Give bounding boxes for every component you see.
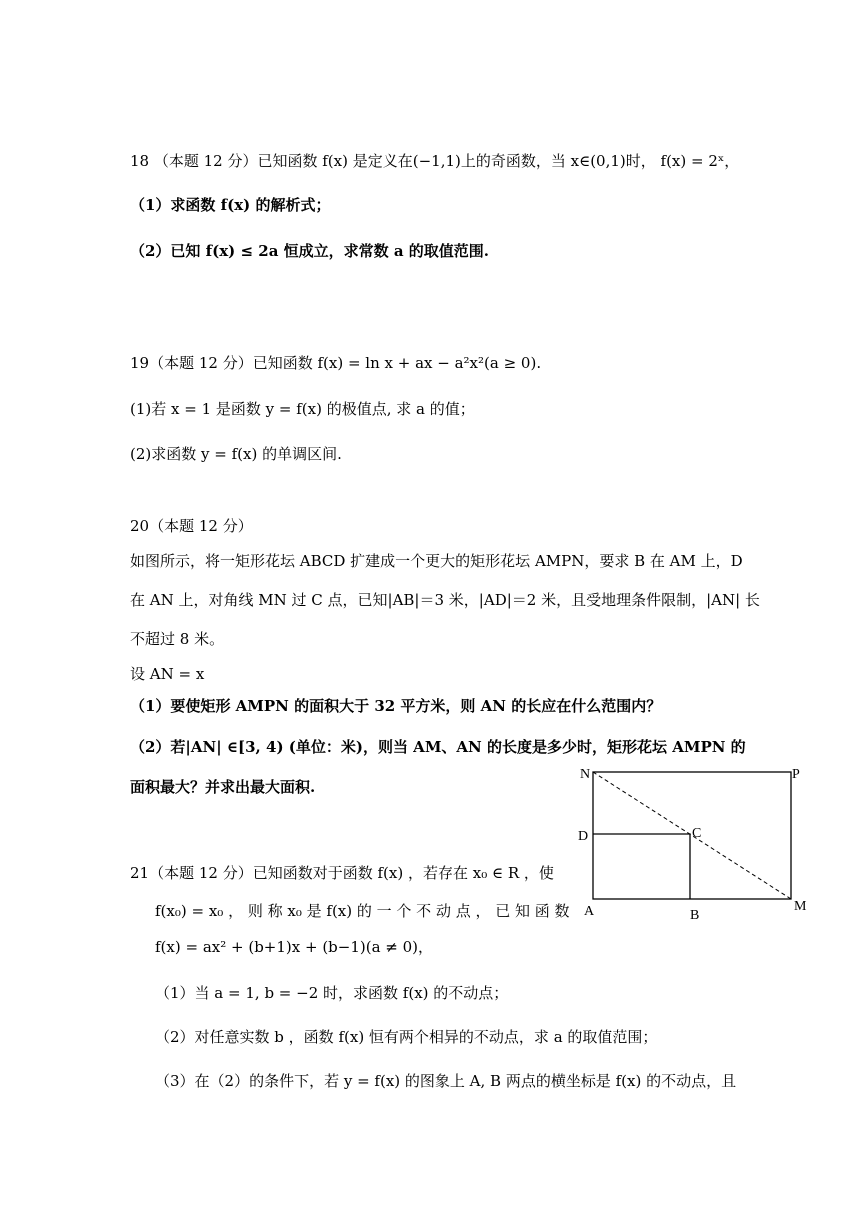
q21-line2: f(x₀) = x₀ ， 则 称 x₀ 是 f(x) 的 一 个 不 动 点 ， 已 知 函 数 bbox=[155, 902, 570, 920]
q21-part-1: （1）当 a = 1, b = −2 时，求函数 f(x) 的不动点； bbox=[155, 984, 509, 1002]
q18-line2: （1）求函数 f(x) 的解析式； bbox=[130, 196, 331, 214]
label-b: B bbox=[690, 908, 700, 920]
label-n: N bbox=[580, 767, 591, 782]
q20-paragraph-3: 不超过 8 米。 bbox=[130, 630, 225, 648]
q19-line2: (1)若 x = 1 是函数 y = f(x) 的极值点, 求 a 的值； bbox=[130, 400, 475, 418]
label-c: C bbox=[692, 826, 702, 841]
q19-line3: (2)求函数 y = f(x) 的单调区间. bbox=[130, 445, 342, 463]
label-m: M bbox=[794, 899, 807, 914]
q19-line1: 19（本题 12 分）已知函数 f(x) = ln x + ax − a²x²(a ≥ 0). bbox=[130, 354, 542, 372]
rectangle-diagram bbox=[560, 760, 820, 920]
rectangle-abcd bbox=[593, 834, 690, 899]
q18-line1: 18 （本题 12 分）已知函数 f(x) 是定义在(−1,1)上的奇函数，当 x∈(0,1)时， f(x) = 2ˣ， bbox=[130, 152, 740, 170]
q20-part-2-cont: 面积最大？并求出最大面积. bbox=[130, 778, 316, 796]
q20-paragraph-2: 在 AN 上，对角线 MN 过 C 点，已知|AB|＝3 米，|AD|＝2 米，且受地理条件限制，|AN| 长 bbox=[130, 591, 760, 609]
q20-paragraph-1: 如图所示，将一矩形花坛 ABCD 扩建成一个更大的矩形花坛 AMPN，要求 B 在 AM 上，D bbox=[130, 552, 743, 570]
q21-line3: f(x) = ax² + (b+1)x + (b−1)(a ≠ 0)， bbox=[155, 938, 434, 956]
label-p: P bbox=[792, 767, 800, 782]
q21-part-3: （3）在（2）的条件下，若 y = f(x) 的图象上 A, B 两点的横坐标是 f(x) 的不动点，且 bbox=[155, 1072, 737, 1090]
label-a: A bbox=[584, 904, 595, 919]
q21-line1: 21（本题 12 分）已知函数对于函数 f(x) ，若存在 x₀ ∈ R ，使 bbox=[130, 864, 554, 882]
q20-part-1: （1）要使矩形 AMPN 的面积大于 32 平方米，则 AN 的长应在什么范围内？ bbox=[130, 697, 662, 715]
q18-line3: （2）已知 f(x) ≤ 2a 恒成立，求常数 a 的取值范围. bbox=[130, 242, 490, 260]
q20-header: 20（本题 12 分） bbox=[130, 517, 253, 535]
label-d: D bbox=[578, 829, 589, 844]
q21-part-2: （2）对任意实数 b ，函数 f(x) 恒有两个相异的不动点，求 a 的取值范围； bbox=[155, 1028, 658, 1046]
q20-paragraph-4: 设 AN = x bbox=[130, 665, 205, 683]
q20-part-2: （2）若|AN| ∈[3, 4) (单位：米)，则当 AM、AN 的长度是多少时，矩形花坛 AMPN 的 bbox=[130, 738, 746, 756]
